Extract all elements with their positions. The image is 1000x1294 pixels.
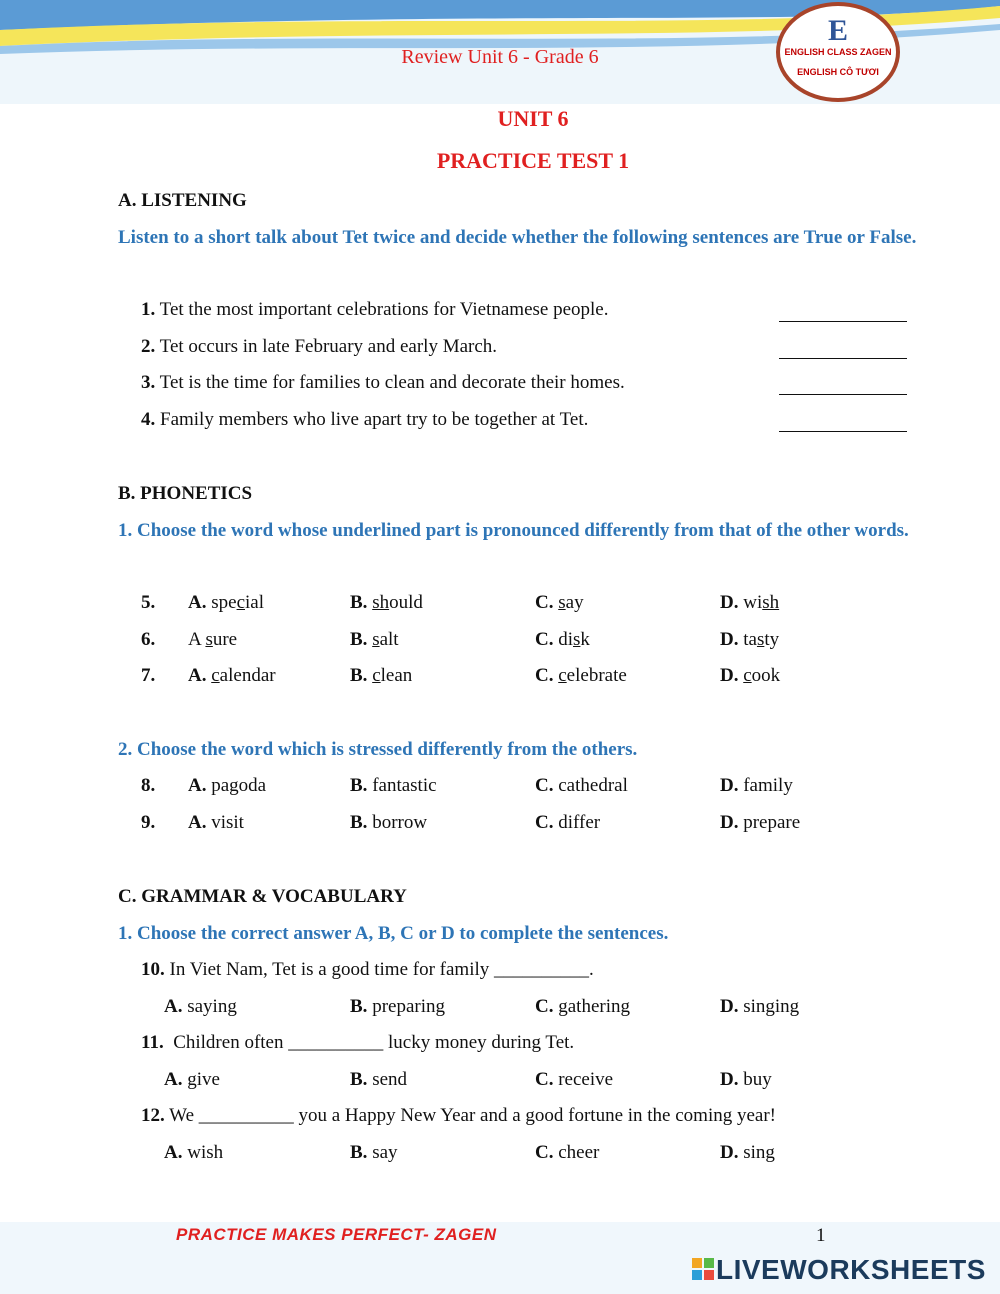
option-c[interactable]: C. gathering xyxy=(535,996,630,1017)
option-a[interactable]: A. give xyxy=(164,1069,220,1090)
listening-item: 2. Tet occurs in late February and early March. xyxy=(141,336,498,357)
option-c[interactable]: C. celebrate xyxy=(535,665,627,686)
phonetics-instruction-1: 1. Choose the word whose underlined part is pronounced differently from that of the other words. xyxy=(118,520,909,541)
phonetics-instruction-2: 2. Choose the word which is stressed differently from the others. xyxy=(118,739,638,760)
header-band xyxy=(0,0,1000,104)
listening-instruction: Listen to a short talk about Tet twice and decide whether the following sentences are True or False. xyxy=(118,227,917,248)
footer-motto: PRACTICE MAKES PERFECT- ZAGEN xyxy=(176,1225,497,1244)
option-a[interactable]: A. calendar xyxy=(188,665,276,686)
logo-line1: ENGLISH CLASS ZAGEN xyxy=(784,47,892,57)
class-logo xyxy=(776,2,900,102)
question-stem: 10. In Viet Nam, Tet is a good time for family __________. xyxy=(141,959,594,980)
option-d[interactable]: D. singing xyxy=(720,996,800,1017)
question-stem: 12. We __________ you a Happy New Year and a good fortune in the coming year! xyxy=(141,1105,777,1126)
option-b[interactable]: B. borrow xyxy=(350,812,428,833)
option-b[interactable]: B. fantastic xyxy=(350,775,437,796)
grammar-instruction: 1. Choose the correct answer A, B, C or D to complete the sentences. xyxy=(118,923,669,944)
option-d[interactable]: D. buy xyxy=(720,1069,772,1090)
option-b[interactable]: B. say xyxy=(350,1142,398,1163)
option-d[interactable]: D. tasty xyxy=(720,629,780,650)
question-number: 7. xyxy=(141,665,156,686)
listening-item: 4. Family members who live apart try to be together at Tet. xyxy=(141,409,589,430)
option-d[interactable]: D. sing xyxy=(720,1142,775,1163)
header-title: Review Unit 6 - Grade 6 xyxy=(401,46,599,68)
test-title: PRACTICE TEST 1 xyxy=(436,148,630,173)
option-c[interactable]: C. cathedral xyxy=(535,775,628,796)
option-a[interactable]: A. special xyxy=(188,592,264,613)
question-number: 8. xyxy=(141,775,156,796)
option-c[interactable]: C. receive xyxy=(535,1069,614,1090)
option-a[interactable]: A sure xyxy=(188,629,238,650)
question-number: 5. xyxy=(141,592,156,613)
option-c[interactable]: C. say xyxy=(535,592,584,613)
phonetics-heading: B. PHONETICS xyxy=(118,483,253,504)
option-d[interactable]: D. wish xyxy=(720,592,780,613)
logo-line2: ENGLISH CÔ TƯƠI xyxy=(797,67,879,77)
option-b[interactable]: B. preparing xyxy=(350,996,445,1017)
unit-title: UNIT 6 xyxy=(497,106,569,131)
question-number: 9. xyxy=(141,812,156,833)
logo-letter: E xyxy=(827,14,848,47)
option-a[interactable]: A. wish xyxy=(164,1142,224,1163)
listening-item: 3. Tet is the time for families to clean and decorate their homes. xyxy=(141,372,625,393)
option-b[interactable]: B. salt xyxy=(350,629,399,650)
option-b[interactable]: B. send xyxy=(350,1069,408,1090)
option-c[interactable]: C. cheer xyxy=(535,1142,600,1163)
question-stem: 11. Children often __________ lucky money during Tet. xyxy=(141,1032,575,1053)
option-d[interactable]: D. family xyxy=(720,775,793,796)
option-a[interactable]: A. saying xyxy=(164,996,237,1017)
option-c[interactable]: C. differ xyxy=(535,812,601,833)
option-d[interactable]: D. cook xyxy=(720,665,781,686)
option-b[interactable]: B. clean xyxy=(350,665,413,686)
option-a[interactable]: A. visit xyxy=(188,812,244,833)
liveworksheets-icon xyxy=(692,1258,714,1282)
page-number: 1 xyxy=(816,1225,826,1246)
answer-blank[interactable] xyxy=(779,321,907,322)
listening-item: 1. Tet the most important celebrations for Vietnamese people. xyxy=(141,299,609,320)
option-d[interactable]: D. prepare xyxy=(720,812,801,833)
answer-blank[interactable] xyxy=(779,358,907,359)
answer-blank[interactable] xyxy=(779,394,907,395)
listening-heading: A. LISTENING xyxy=(118,190,247,211)
grammar-heading: C. GRAMMAR & VOCABULARY xyxy=(118,886,407,907)
question-number: 6. xyxy=(141,629,156,650)
option-b[interactable]: B. should xyxy=(350,592,423,613)
liveworksheets-text: LIVEWORKSHEETS xyxy=(716,1254,986,1285)
answer-blank[interactable] xyxy=(779,431,907,432)
option-a[interactable]: A. pagoda xyxy=(188,775,267,796)
option-c[interactable]: C. disk xyxy=(535,629,590,650)
